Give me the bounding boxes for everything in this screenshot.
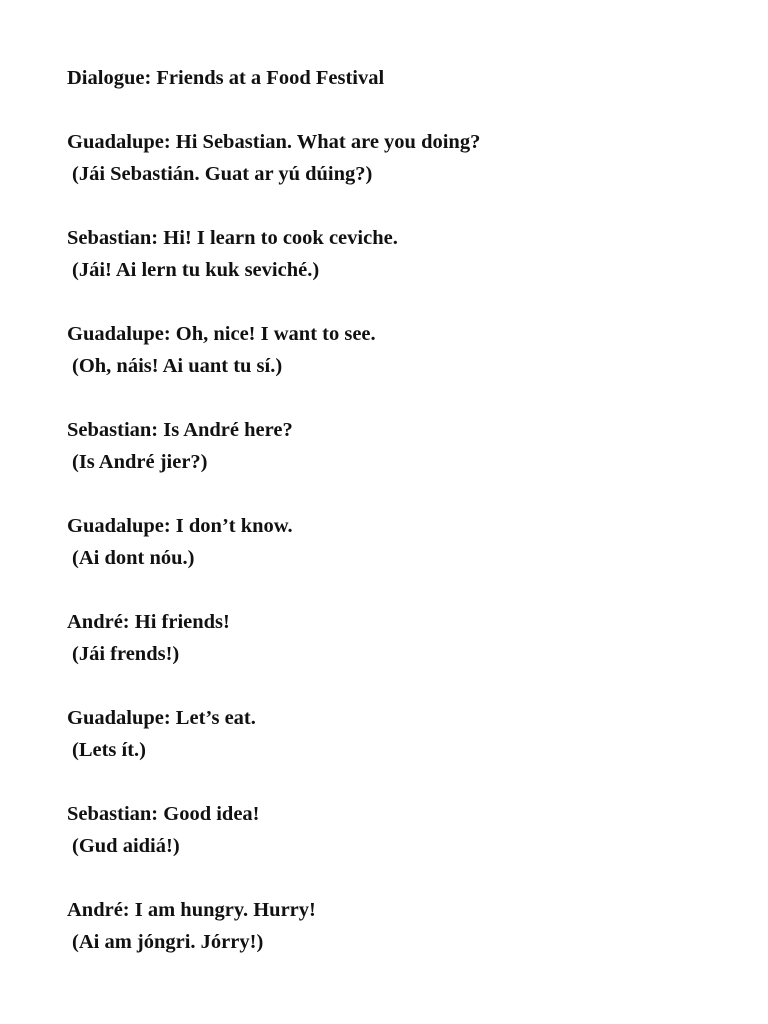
pronunciation-line: (Jái frends!) [72, 643, 180, 665]
dialogue-line: Sebastian: Good idea! [67, 803, 260, 825]
pronunciation-line: (Jái! Ai lern tu kuk seviché.) [72, 259, 320, 281]
dialogue-line: Guadalupe: Let’s eat. [67, 707, 256, 729]
dialogue-turn [67, 510, 727, 574]
pronunciation-line: (Jái Sebastián. Guat ar yú dúing?) [72, 163, 373, 185]
dialogue-line: André: Hi friends! [67, 611, 230, 633]
dialogue-turn [67, 606, 727, 670]
document-page [67, 62, 727, 990]
pronunciation-line: (Gud aidiá!) [72, 835, 180, 857]
dialogue-turn [67, 894, 727, 958]
dialogue-turn [67, 318, 727, 382]
dialogue-line: Sebastian: Is André here? [67, 419, 293, 441]
dialogue-turn [67, 126, 727, 190]
dialogue-turn [67, 414, 727, 478]
dialogue-turn [67, 798, 727, 862]
dialogue-line: André: I am hungry. Hurry! [67, 899, 316, 921]
dialogue-turn [67, 702, 727, 766]
pronunciation-line: (Ai dont nóu.) [72, 547, 195, 569]
pronunciation-line: (Oh, náis! Ai uant tu sí.) [72, 355, 283, 377]
pronunciation-line: (Ai am jóngri. Jórry!) [72, 931, 264, 953]
pronunciation-line: (Lets ít.) [72, 739, 147, 761]
dialogue-turn [67, 222, 727, 286]
dialogue-line: Guadalupe: I don’t know. [67, 515, 293, 537]
page-title: Dialogue: Friends at a Food Festival [67, 67, 385, 89]
dialogue-line: Guadalupe: Oh, nice! I want to see. [67, 323, 376, 345]
pronunciation-line: (Is André jier?) [72, 451, 208, 473]
dialogue-line: Sebastian: Hi! I learn to cook ceviche. [67, 227, 398, 249]
dialogue-line: Guadalupe: Hi Sebastian. What are you doing? [67, 131, 481, 153]
